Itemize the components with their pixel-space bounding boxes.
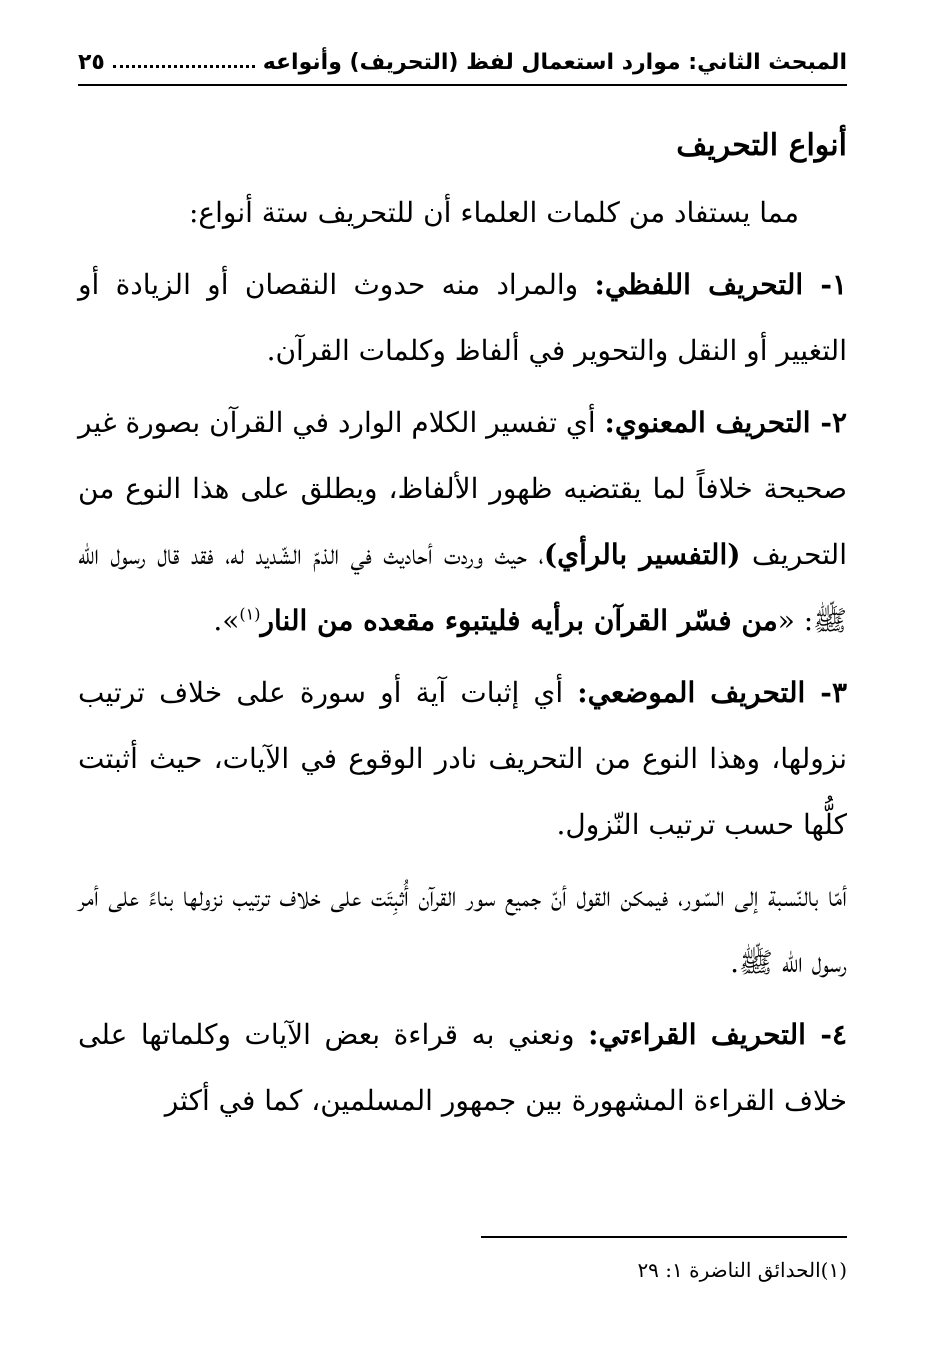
hadith-quote: من فسّر القرآن برأيه فليتبوء مقعده من النار xyxy=(260,604,778,637)
suras-paragraph: أمّا بالنّسبة إلى السّور، فيمكن القول أنّ جميع سور القرآن أُثبِتَت على خلاف ترتيب نزولها بناءً على أمر رسول الله ﷺ. xyxy=(78,880,847,979)
dot-leader xyxy=(113,65,255,68)
item-verbal-distortion xyxy=(78,252,847,384)
item-recitation-distortion xyxy=(78,1002,847,1134)
footnote-separator xyxy=(481,1236,847,1238)
item-text: أي تفسير الكلام الوارد في القرآن بصورة غير صحيحة خلافاً لما يقتضيه ظهور الألفاظ، ويطلق على هذا النوع من التحريف xyxy=(78,406,847,571)
item-text: والمراد منه حدوث النقصان أو الزيادة أو التغيير أو النقل والتحوير في ألفاظ وكلمات القرآن. xyxy=(78,268,847,367)
intro-paragraph: مما يستفاد من كلمات العلماء أن للتحريف ستة أنواع: xyxy=(188,196,799,229)
footnote: (١)الحدائق الناضرة ١: ٢٩ xyxy=(637,1258,847,1282)
item-text: أي إثبات آية أو سورة على خلاف ترتيب نزولها، وهذا النوع من التحريف نادر الوقوع في الآيات، حيث أثبتت كلُّها حسب ترتيب النّزول. xyxy=(78,676,847,841)
running-header xyxy=(78,40,847,86)
item-lead: ١- التحريف اللفظي: xyxy=(594,268,847,301)
item-text: ونعني به قراءة بعض الآيات وكلماتها على خلاف القراءة المشهورة بين جمهور المسلمين، كما في أكثر xyxy=(78,1018,847,1117)
section-title: أنواع التحريف xyxy=(676,128,847,163)
chapter-heading: المبحث الثاني: موارد استعمال لفظ (التحريف) وأنواعه xyxy=(262,49,847,75)
page-number: ٢٥ xyxy=(78,49,105,75)
page-body xyxy=(78,110,847,1140)
item-positional-distortion xyxy=(78,660,847,858)
item-text: ، حيث وردت أحاديث في الذمّ الشّديد له، فقد قال رسول الله ﷺ: « xyxy=(78,538,847,637)
item-semantic-distortion xyxy=(78,390,847,654)
item-lead: ٢- التحريف المعنوي: xyxy=(604,406,847,439)
bold-term: (التفسير بالرأي) xyxy=(543,538,741,571)
footnote-ref: (١) xyxy=(239,604,261,624)
item-lead: ٣- التحريف الموضعي: xyxy=(577,676,847,709)
quote-end: ». xyxy=(213,604,240,637)
item-lead: ٤- التحريف القراءتي: xyxy=(588,1018,847,1051)
